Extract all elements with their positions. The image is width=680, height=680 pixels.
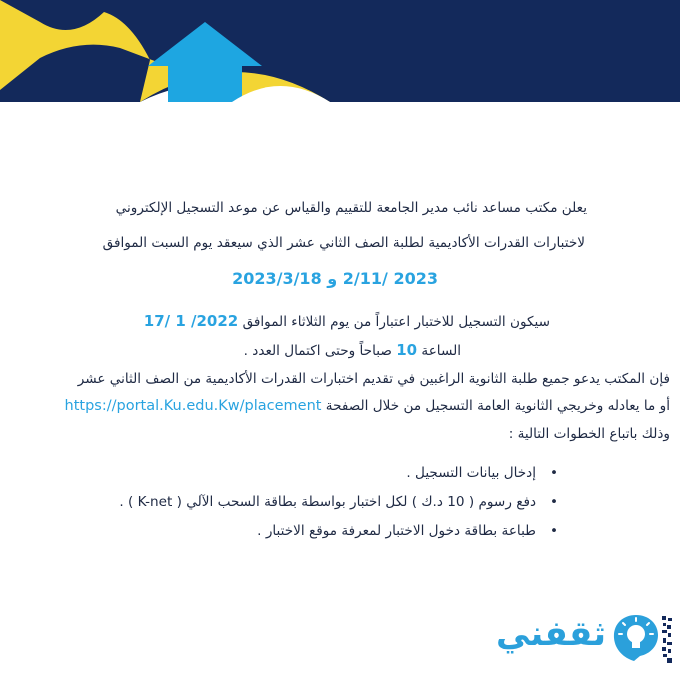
list-item xyxy=(119,462,558,491)
bullet: • xyxy=(549,465,558,481)
header-banner xyxy=(0,0,680,102)
placement-portal-link[interactable]: https://portal.Ku.edu.Kw/placement xyxy=(64,398,322,414)
registration-start-date: 17/ 1 /2022 xyxy=(143,312,239,330)
lightbulb-icon xyxy=(610,612,662,664)
qr-code-icon xyxy=(662,616,672,664)
brand-logo-text: ثقفني xyxy=(496,614,606,654)
registration-time-prefix: الساعة xyxy=(421,343,461,359)
step-text: دفع رسوم ( 10 د.ك ) لكل اختبار بواسطة بطاقة السحب الآلي ( K-net ) . xyxy=(119,494,536,510)
registration-hour: 10 xyxy=(396,341,418,359)
bullet: • xyxy=(549,523,558,539)
brand-logo[interactable] xyxy=(452,606,672,672)
registration-start-line xyxy=(144,312,550,330)
announcement-line-1: يعلن مكتب مساعد نائب مدير الجامعة للتقييم والقياس عن موعد التسجيل الإلكتروني xyxy=(115,200,587,216)
steps-list xyxy=(119,462,558,549)
registration-time-suffix: صباحاً وحتى اكتمال العدد . xyxy=(243,343,392,359)
bullet: • xyxy=(549,494,558,510)
registration-time-line xyxy=(244,341,461,359)
invitation-line-3: وذلك باتباع الخطوات التالية : xyxy=(508,426,670,442)
list-item xyxy=(119,520,558,549)
step-text: طباعة بطاقة دخول الاختبار لمعرفة موقع الاختبار . xyxy=(257,523,536,539)
invitation-line-2 xyxy=(65,398,670,414)
step-text: إدخال بيانات التسجيل . xyxy=(406,465,536,481)
registration-start-text: سيكون التسجيل للاختبار اعتباراً من يوم الثلاثاء الموافق xyxy=(242,314,550,330)
exam-dates: 2023 /2/11 و 2023/3/18 xyxy=(232,269,438,288)
announcement-line-2: لاختبارات القدرات الأكاديمية لطلبة الصف الثاني عشر الذي سيعقد يوم السبت الموافق xyxy=(102,235,585,251)
list-item xyxy=(119,491,558,520)
invitation-line-2-text: أو ما يعادله وخريجي الثانوية العامة التسجيل من خلال الصفحة xyxy=(325,398,670,414)
invitation-line-1: فإن المكتب يدعو جميع طلبة الثانوية الراغبين في تقديم اختبارات القدرات الأكاديمية من الصف الثاني عشر xyxy=(77,371,670,387)
